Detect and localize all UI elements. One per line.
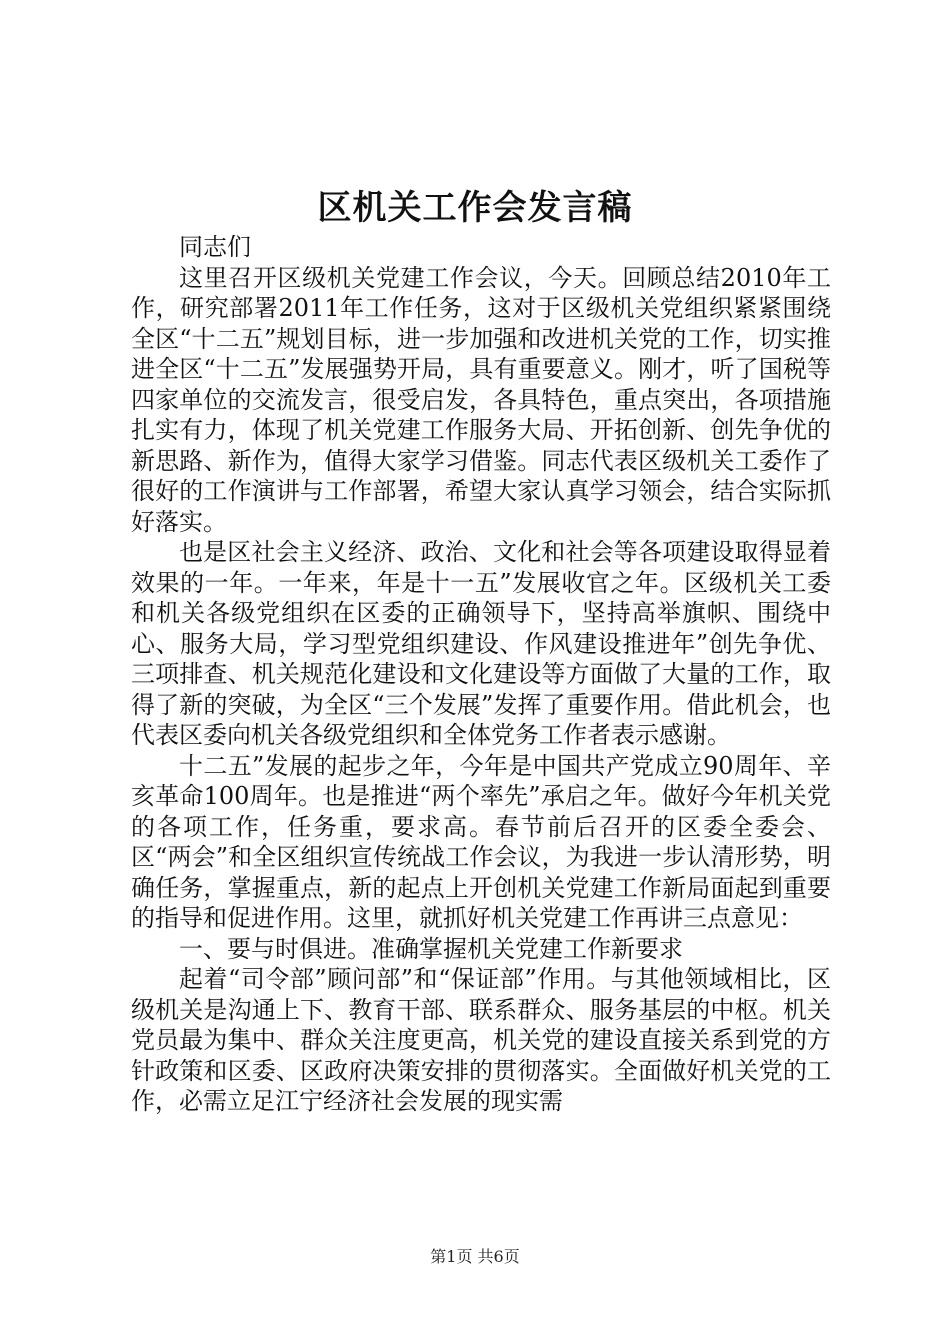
paragraph-review: 也是区社会主义经济、政治、文化和社会等各项建设取得显着效果的一年。一年来，年是十一五”发展收官之年。区级机关工委和机关各级党组织在区委的正确领导下，坚持高举旗帜、围绕中心、服务大局，学习型党组织建设、作风建设推进年”创先争优、三项排查、机关规范化建设和文化建设等方面做了大量的工作，取得了新的突破，为全区“三个发展”发挥了重要作用。借此机会，也代表区委向机关各级党组织和全体党务工作者表示感谢。 [131, 538, 831, 749]
paragraph-section-1: 起着“司令部”顾问部”和“保证部”作用。与其他领域相比，区级机关是沟通上下、教育干部、联系群众、服务基层的中枢。机关党员最为集中、群众关注度更高，机关党的建设直接关系到党的方针政策和区委、区政府决策安排的贯彻落实。全面做好机关党的工作，必需立足江宁经济社会发展的现实需 [131, 965, 831, 1115]
paragraph-outlook: 十二五”发展的起步之年，今年是中国共产党成立90周年、辛亥革命100周年。也是推进“两个率先”承启之年。做好今年机关党的各项工作，任务重，要求高。春节前后召开的区委全委会、区“两会”和全区组织宣传统战工作会议，为我进一步认清形势，明确任务，掌握重点，新的起点上开创机关党建工作新局面起到重要的指导和促进作用。这里，就抓好机关党建工作再讲三点意见： [131, 751, 831, 932]
paragraph-opening: 这里召开区级机关党建工作会议，今天。回顾总结2010年工作，研究部署2011年工作任务，这对于区级机关党组织紧紧围绕全区“十二五”规划目标，进一步加强和改进机关党的工作，切实推进全区“十二五”发展强势开局，具有重要意义。刚才，听了国税等四家单位的交流发言，很受启发，各具特色，重点突出，各项措施扎实有力，体现了机关党建工作服务大局、开拓创新、创先争优的新思路、新作为，值得大家学习借鉴。同志代表区级机关工委作了很好的工作演讲与工作部署，希望大家认真学习领会，结合实际抓好落实。 [131, 263, 831, 536]
document-body [131, 232, 831, 1117]
page-footer: 第1页 共6页 [430, 1247, 520, 1266]
paragraph-salutation: 同志们 [179, 233, 251, 261]
section-heading-1: 一、要与时俱进。准确掌握机关党建工作新要求 [179, 934, 683, 963]
document-title: 区机关工作会发言稿 [317, 188, 633, 228]
